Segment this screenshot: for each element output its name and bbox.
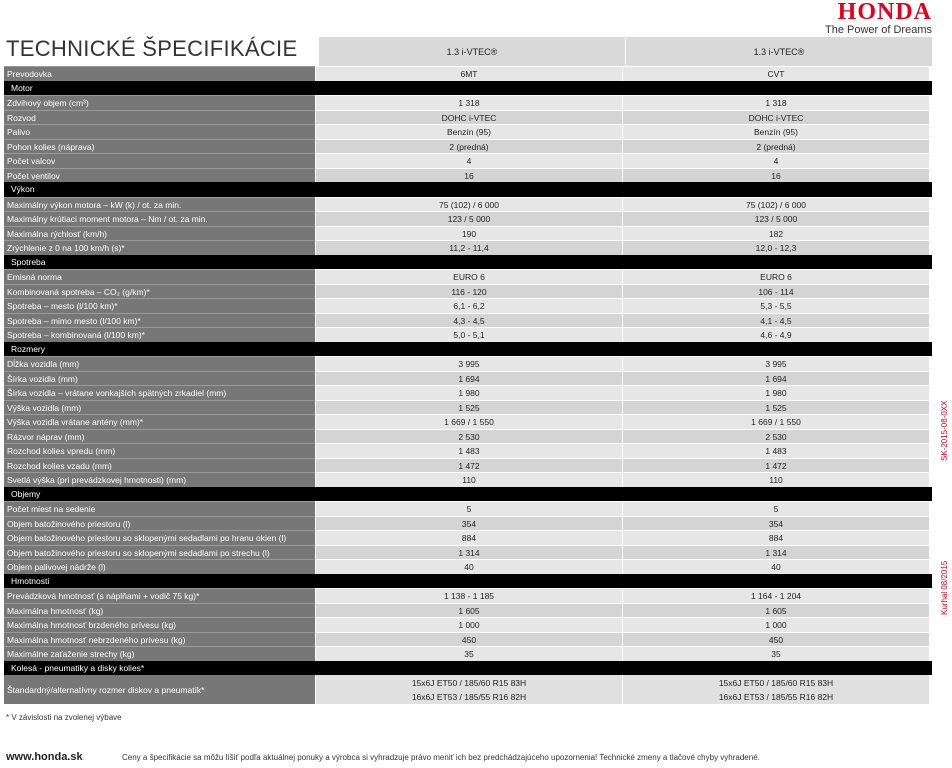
section-header: Motor — [4, 81, 932, 96]
section-header: Kolesá - pneumatiky a disky kolies* — [4, 661, 932, 676]
row-value: 884 — [623, 530, 929, 545]
row-value: 1 472 — [316, 458, 622, 473]
section-header: Objemy — [4, 487, 932, 502]
row-value: 106 - 114 — [623, 284, 929, 299]
row-value: 2 530 — [623, 429, 929, 444]
row-value: 2 (predná) — [316, 139, 622, 154]
row-value: 1 000 — [623, 617, 929, 632]
row-value: 1 669 / 1 550 — [316, 414, 622, 429]
row-value: 1 318 — [316, 95, 622, 110]
row-value: 123 / 5 000 — [623, 211, 929, 226]
row-value: DOHC i-VTEC — [623, 110, 929, 125]
section-header: Rozmery — [4, 342, 932, 357]
row-value: 1 980 — [623, 385, 929, 400]
row-value: CVT — [623, 66, 929, 81]
table-row — [4, 211, 932, 226]
row-label: Rozchod kolies vzadu (mm) — [4, 458, 315, 473]
table-row — [4, 240, 932, 255]
table-row — [4, 269, 932, 284]
row-value: DOHC i-VTEC — [316, 110, 622, 125]
document-code: SK-2015-08-0XX — [940, 400, 949, 461]
row-value: 123 / 5 000 — [316, 211, 622, 226]
row-value: 16 — [623, 168, 929, 183]
row-value: 5,0 - 5,1 — [316, 327, 622, 342]
row-value: 1 472 — [623, 458, 929, 473]
row-value: Benzín (95) — [316, 124, 622, 139]
row-value: 354 — [623, 516, 929, 531]
table-row — [4, 356, 932, 371]
row-value: Benzín (95) — [623, 124, 929, 139]
row-label: Počet valcov — [4, 153, 315, 168]
row-value: 450 — [316, 632, 622, 647]
brand-name: HONDA — [837, 0, 932, 25]
row-label: Objem batožinového priestoru so sklopenými sedadlami po hranu okien (l) — [4, 530, 315, 545]
row-label: Zrýchlenie z 0 na 100 km/h (s)* — [4, 240, 315, 255]
row-label: Palivo — [4, 124, 315, 139]
row-value: 1 980 — [316, 385, 622, 400]
table-row — [4, 632, 932, 647]
table-row — [4, 516, 932, 531]
column-header: 1.3 i-VTEC® — [319, 37, 625, 66]
table-row — [4, 400, 932, 415]
row-value: 4 — [623, 153, 929, 168]
row-label: Spotreba – mimo mesto (l/100 km)* — [4, 313, 315, 328]
row-label: Spotreba – kombinovaná (l/100 km)* — [4, 327, 315, 342]
row-value: 1 605 — [623, 603, 929, 618]
row-label: Maximálny výkon motora – kW (k) / ot. za min. — [4, 197, 315, 212]
row-label: Objem batožinového priestoru so sklopenými sedadlami po strechu (l) — [4, 545, 315, 560]
table-row — [4, 327, 932, 342]
row-value: 2 (predná) — [623, 139, 929, 154]
table-row — [4, 139, 932, 154]
row-value: 3 995 — [623, 356, 929, 371]
row-label: Objem palivovej nádrže (l) — [4, 559, 315, 574]
row-label: Výška vozidla vrátane antény (mm)* — [4, 414, 315, 429]
row-value: 1 483 — [316, 443, 622, 458]
row-value: 1 694 — [316, 371, 622, 386]
row-label: Počet ventilov — [4, 168, 315, 183]
row-label: Štandardný/alternatívny rozmer diskov a pneumatík* — [4, 675, 315, 704]
website-link[interactable]: www.honda.sk — [6, 751, 83, 763]
row-value: 110 — [623, 472, 929, 487]
row-label: Kombinovaná spotreba – CO₂ (g/km)* — [4, 284, 315, 299]
row-value: 35 — [623, 646, 929, 661]
row-value: 6,1 - 6,2 — [316, 298, 622, 313]
row-value: 1 318 — [623, 95, 929, 110]
row-value: 1 694 — [623, 371, 929, 386]
row-value: 1 483 — [623, 443, 929, 458]
row-value: 6MT — [316, 66, 622, 81]
row-label: Pohon kolies (náprava) — [4, 139, 315, 154]
row-value: 190 — [316, 226, 622, 241]
wheel-size-standard: 15x6J ET50 / 185/60 R15 83H — [718, 677, 834, 688]
table-row — [4, 385, 932, 400]
row-label: Zdvihový objem (cm³) — [4, 95, 315, 110]
wheel-size-standard: 15x6J ET50 / 185/60 R15 83H — [411, 677, 527, 688]
row-value: 110 — [316, 472, 622, 487]
document-date: Kurhal 08/2015 — [940, 560, 949, 615]
table-row — [4, 530, 932, 545]
table-row — [4, 313, 932, 328]
row-value: EURO 6 — [316, 269, 622, 284]
row-value: 12,0 - 12,3 — [623, 240, 929, 255]
section-header: Výkon — [4, 182, 932, 197]
table-row — [4, 545, 932, 560]
row-value — [623, 675, 929, 704]
row-value: 1 669 / 1 550 — [623, 414, 929, 429]
row-value: 16 — [316, 168, 622, 183]
row-label: Objem batožinového priestoru (l) — [4, 516, 315, 531]
row-value: 4 — [316, 153, 622, 168]
row-value — [316, 675, 622, 704]
table-row — [4, 371, 932, 386]
row-label: Maximálna rýchlosť (km/h) — [4, 226, 315, 241]
table-row — [4, 414, 932, 429]
page-title: TECHNICKÉ ŠPECIFIKÁCIE — [6, 36, 298, 61]
row-value: 4,6 - 4,9 — [623, 327, 929, 342]
table-row — [4, 646, 932, 661]
table-row — [4, 501, 932, 516]
wheel-size-alternative: 16x6J ET53 / 185/55 R16 82H — [718, 691, 834, 702]
row-label: Rozchod kolies vpredu (mm) — [4, 443, 315, 458]
table-row — [4, 559, 932, 574]
row-label: Výška vozidla (mm) — [4, 400, 315, 415]
wheel-size-alternative: 16x6J ET53 / 185/55 R16 82H — [411, 691, 527, 702]
row-value: 75 (102) / 6 000 — [623, 197, 929, 212]
row-value: 354 — [316, 516, 622, 531]
table-header-row — [4, 37, 932, 66]
row-value: 5,3 - 5,5 — [623, 298, 929, 313]
table-row — [4, 226, 932, 241]
row-value: 40 — [623, 559, 929, 574]
row-value: 2 530 — [316, 429, 622, 444]
table-row — [4, 124, 932, 139]
row-label: Počet miest na sedenie — [4, 501, 315, 516]
row-value: 35 — [316, 646, 622, 661]
table-row — [4, 603, 932, 618]
footnote: * V závislosti na zvolenej výbave — [6, 713, 122, 722]
spec-table — [4, 37, 932, 704]
row-label: Maximálna hmotnosť nebrzdeného prívesu (kg) — [4, 632, 315, 647]
row-value: 1 314 — [316, 545, 622, 560]
row-label: Šírka vozidla – vrátane vonkajších spätných zrkadiel (mm) — [4, 385, 315, 400]
section-header: Spotreba — [4, 255, 932, 270]
row-label: Rozvod — [4, 110, 315, 125]
row-value: 1 138 - 1 185 — [316, 588, 622, 603]
row-label: Spotreba – mesto (l/100 km)* — [4, 298, 315, 313]
row-value: 3 995 — [316, 356, 622, 371]
row-label: Maximálne zaťaženie strechy (kg) — [4, 646, 315, 661]
disclaimer: Ceny a špecifikácie sa môžu líšiť podľa aktuálnej ponuky a výrobca si vyhradzuje právo meniť ich bez predchádzajúceho upozornenia! Technické zmeny a tlačové chyby vyhradené. — [122, 753, 760, 762]
table-row — [4, 284, 932, 299]
row-value: 1 314 — [623, 545, 929, 560]
table-row — [4, 617, 932, 632]
table-row — [4, 168, 932, 183]
row-value: 5 — [623, 501, 929, 516]
table-row — [4, 197, 932, 212]
honda-logo — [825, 0, 932, 36]
row-label: Maximálna hmotnosť brzdeného prívesu (kg) — [4, 617, 315, 632]
row-value: 1 525 — [316, 400, 622, 415]
row-value: 450 — [623, 632, 929, 647]
row-value: EURO 6 — [623, 269, 929, 284]
row-value: 116 - 120 — [316, 284, 622, 299]
row-label: Prevádzková hmotnosť (s náplňami + vodič 75 kg)* — [4, 588, 315, 603]
row-value: 1 525 — [623, 400, 929, 415]
table-row — [4, 675, 932, 704]
table-row — [4, 110, 932, 125]
row-value: 1 164 - 1 204 — [623, 588, 929, 603]
row-value: 1 605 — [316, 603, 622, 618]
row-value: 11,2 - 11,4 — [316, 240, 622, 255]
row-value: 75 (102) / 6 000 — [316, 197, 622, 212]
row-value: 5 — [316, 501, 622, 516]
table-row — [4, 298, 932, 313]
row-label: Maximálny krútiaci moment motora – Nm / ot. za min. — [4, 211, 315, 226]
column-header: 1.3 i-VTEC® — [626, 37, 932, 66]
row-value: 182 — [623, 226, 929, 241]
row-label: Maximálna hmotnosť (kg) — [4, 603, 315, 618]
row-value: 4,3 - 4,5 — [316, 313, 622, 328]
section-header: Hmotnosti — [4, 574, 932, 589]
table-row — [4, 95, 932, 110]
table-row — [4, 458, 932, 473]
table-row — [4, 443, 932, 458]
row-label: Šírka vozidla (mm) — [4, 371, 315, 386]
row-label: Prevodovka — [4, 66, 315, 81]
row-value: 40 — [316, 559, 622, 574]
table-row — [4, 153, 932, 168]
row-label: Dĺžka vozidla (mm) — [4, 356, 315, 371]
table-row — [4, 429, 932, 444]
row-label: Emisná norma — [4, 269, 315, 284]
table-row — [4, 472, 932, 487]
row-value: 4,1 - 4,5 — [623, 313, 929, 328]
row-label: Svetlá výška (pri prevádzkovej hmotnosti) (mm) — [4, 472, 315, 487]
row-label: Rázvor náprav (mm) — [4, 429, 315, 444]
row-value: 884 — [316, 530, 622, 545]
table-row — [4, 588, 932, 603]
brand-tagline: The Power of Dreams — [825, 24, 932, 36]
row-value: 1 000 — [316, 617, 622, 632]
table-row — [4, 66, 932, 81]
